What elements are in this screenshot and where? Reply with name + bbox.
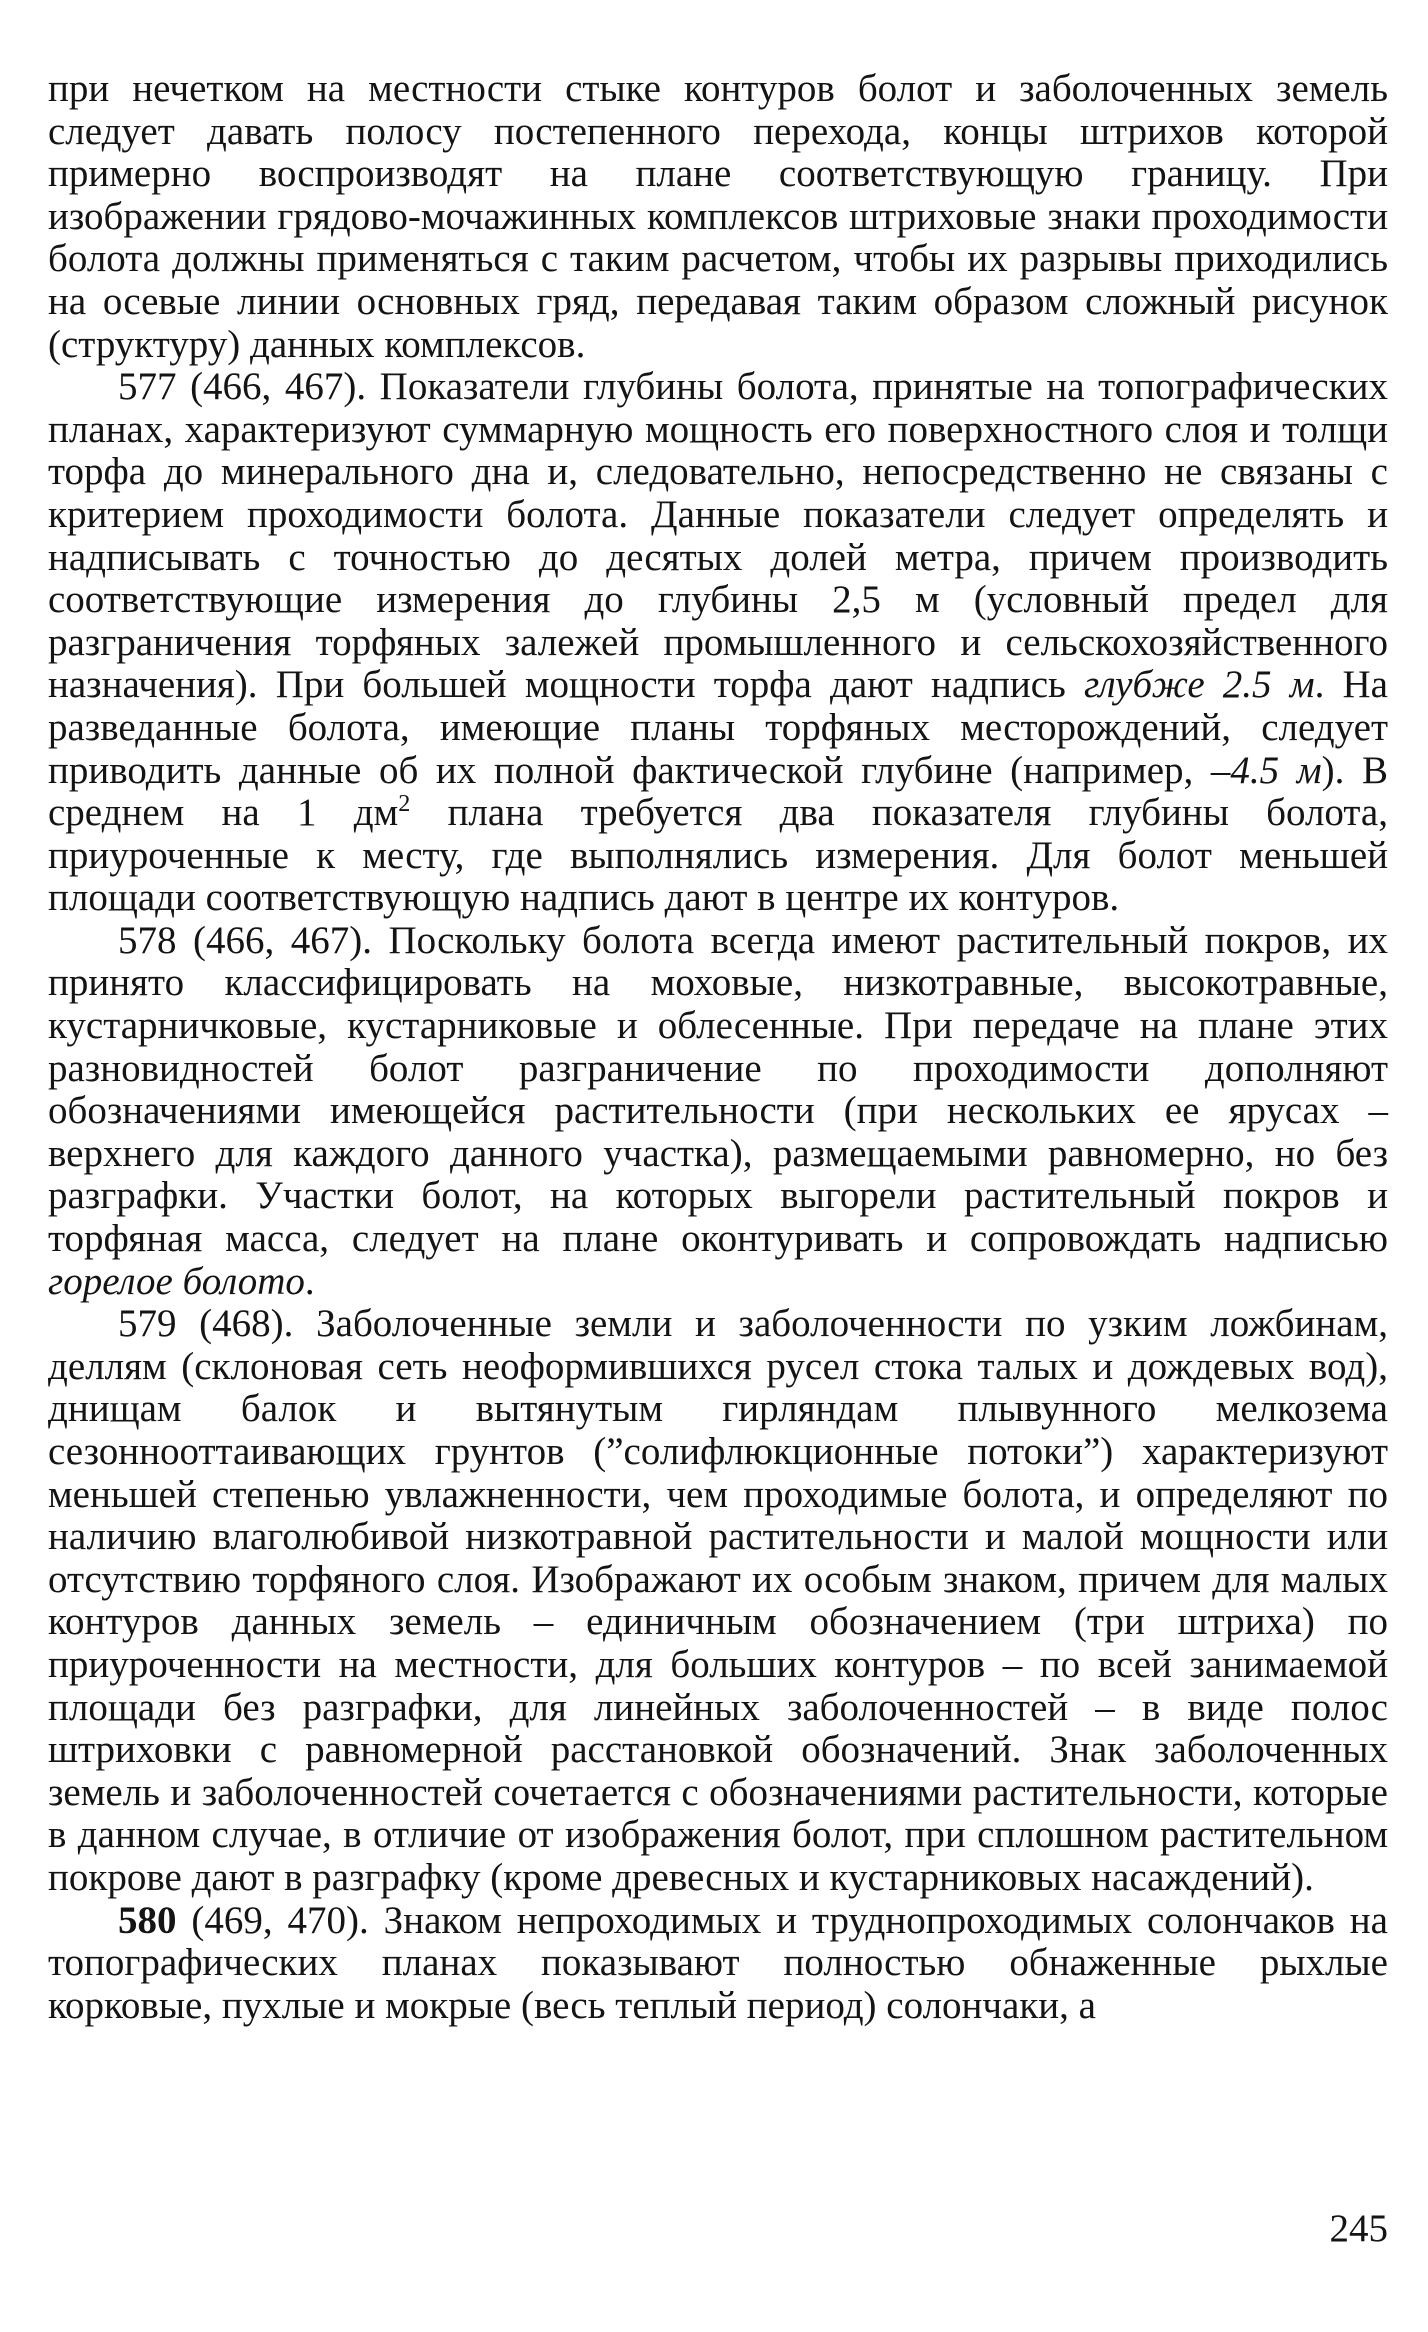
- paragraph-number: 578: [118, 918, 177, 962]
- text-segment: (468). Заболоченные земли и заболоченности по узким ложбинам, деллям (склоновая сеть неоформившихся русел стока талых и дождевых вод), днищам балок и вытянутым гирляндам плывунного мелкозема сезоннооттаивающих грунтов (”солифлюкционные потоки”) характеризуют меньшей степенью увлажненности, чем проходимые болота, и определяют по наличию влаголюбивой низкотравной растительности и малой мощности или отсутствию торфяного слоя. Изображают их особым знаком, причем для малых контуров данных земель – единичным обозначением (три штриха) по приуроченности на местности, для больших контуров – по всей занимаемой площади без разграфки, для линейных заболоченностей – в виде полос штриховки с равномерной расстановкой обозначений. Знак заболоченных земель и заболоченностей сочетается с обозначениями растительности, которые в данном случае, в отличие от изображения болот, при сплошном растительном покрове дают в разграфку (кроме древесных и кустарниковых насаждений).: [48, 1302, 1388, 1899]
- paragraph-number: 579: [118, 1302, 177, 1346]
- text-segment: . На разведанные болота, имеющие планы торфяных месторождений, следует приводить данные об их полной фактической глубине (например,: [48, 663, 1388, 792]
- italic-term: горелое болото: [48, 1259, 305, 1303]
- text-segment: (466, 467). Показатели глубины болота, принятые на топографических планах, характеризуют суммарную мощность его поверхностного слоя и толщи торфа до минерального дна и, следовательно, непосредственно не связаны с критерием проходимости болота. Данные показатели следует определять и надписывать с точностью до десятых долей метра, причем производить соответствующие измерения до глубины 2,5 м (условный предел для разграничения торфяных залежей промышленного и сельскохозяйственного назначения). При большей мощности торфа дают надпись: [48, 365, 1388, 707]
- paragraph-continuation: [48, 68, 1388, 366]
- text-segment: .: [304, 1259, 315, 1303]
- paragraph-580: [48, 1900, 1388, 2028]
- paragraph-number: 577: [118, 365, 177, 409]
- italic-term: глубже 2.5 м: [1083, 663, 1315, 707]
- page-number: 245: [1329, 2207, 1388, 2250]
- paragraph-577: [48, 366, 1388, 920]
- text-segment: ). В среднем на 1 дм: [48, 748, 1389, 835]
- paragraph-number: 580: [118, 1898, 177, 1942]
- text-segment: (466, 467). Поскольку болота всегда имеют растительный покров, их принято классифицировать на моховые, низкотравные, высокотравные, кустарничковые, кустарниковые и облесенные. При передаче на плане этих разновидностей болот разграничение по проходимости дополняют обозначениями имеющейся растительности (при нескольких ее ярусах – верхнего для каждого данного участка), размещаемыми равномерно, но без разграфки. Участки болот, на которых выгорели растительный покров и торфяная масса, следует на плане оконтуривать и сопровождать надписью: [48, 918, 1388, 1261]
- paragraph-579: [48, 1303, 1388, 1899]
- text-segment: плана требуется два показателя глубины болота, приуроченные к месту, где выполнялись измерения. Для болот меньшей площади соответствующую надпись дают в центре их контуров.: [48, 791, 1388, 920]
- paragraph-578: [48, 920, 1388, 1303]
- superscript: 2: [398, 790, 411, 818]
- italic-term: –4.5 м: [1210, 748, 1322, 792]
- text-segment: (469, 470). Знаком непроходимых и труднопроходимых солончаков на топографических планах показывают полностью обнаженные рыхлые корковые, пухлые и мокрые (весь теплый период) солончаки, а: [48, 1898, 1388, 2027]
- page-body: [48, 68, 1388, 2027]
- text-segment: при нечетком на местности стыке контуров болот и заболоченных земель следует давать полосу постепенного перехода, концы штрихов которой примерно воспроизводят на плане соответствующую границу. При изображении грядово-мочажинных комплексов штриховые знаки проходимости болота должны применяться с таким расчетом, чтобы их разрывы приходились на осевые линии основных гряд, передавая таким образом сложный рисунок (структуру) данных комплексов.: [48, 67, 1388, 366]
